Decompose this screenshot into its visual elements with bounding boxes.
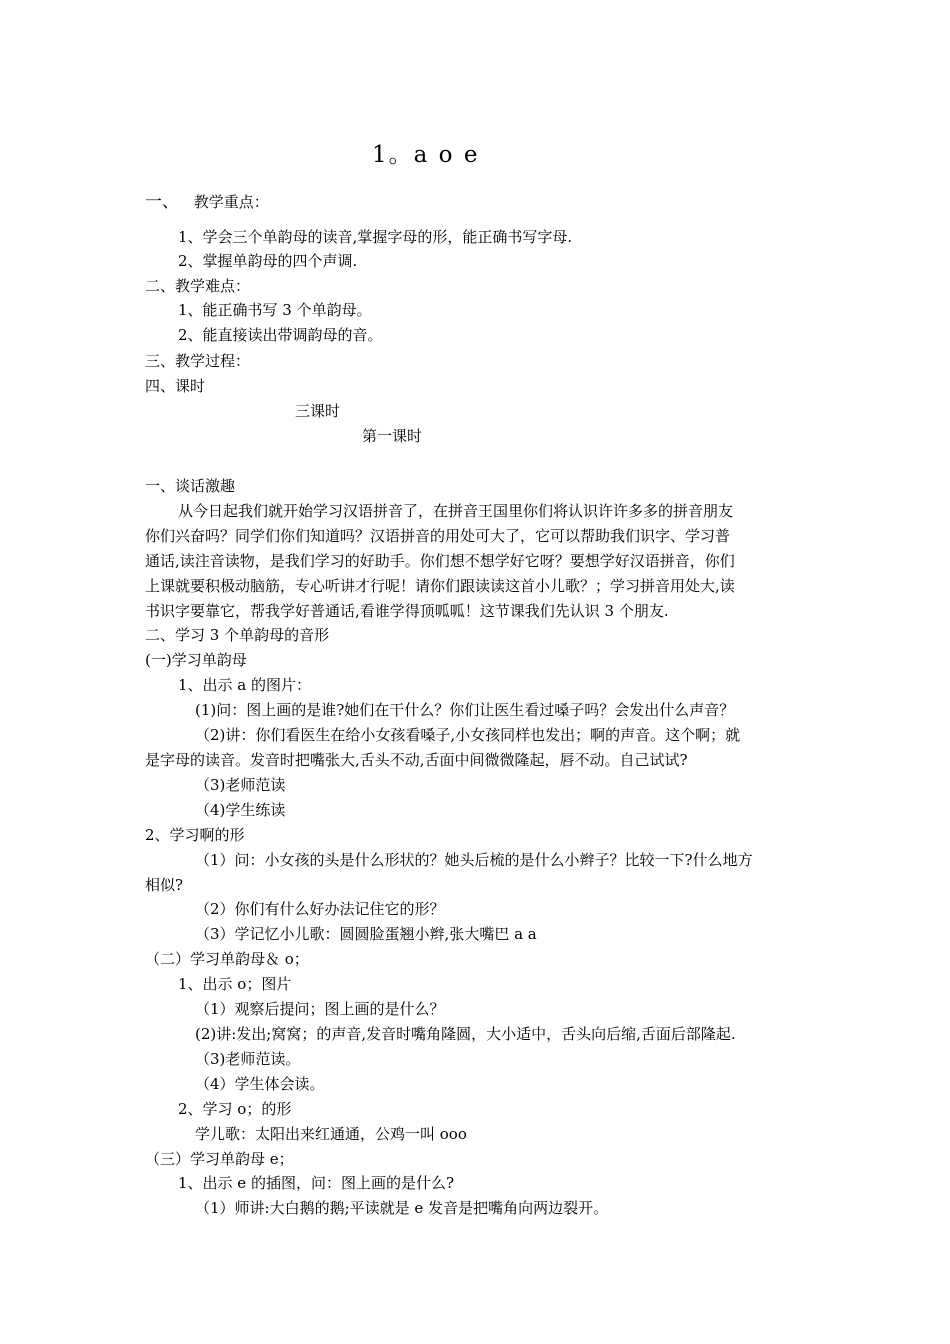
step-a-2: 2、学习啊的形 [145,826,245,844]
step-o-2: 2、学习 o；的形 [178,1100,292,1118]
step-a-1-question-2-cont: 是字母的读音。发音时把嘴张大,舌头不动,舌面中间微微隆起，唇不动。自己试试? [145,751,688,769]
step-o-1: 1、出示 o；图片 [178,975,292,993]
key-point-1: 1、学会三个单韵母的读音,掌握字母的形，能正确书写字母. [178,228,573,246]
first-lesson-heading: 第一课时 [362,427,423,445]
step-o-1-question-2: (2)讲:发出;窝窝；的声音,发音时嘴角隆圆，大小适中，舌头向后缩,舌面后部隆起. [195,1025,736,1043]
part-1-heading: 一、谈话激趣 [145,477,236,495]
step-o-1-item-4: （4）学生体会读。 [195,1075,325,1093]
step-e-1: 1、出示 e 的插图，问：图上画的是什么? [178,1174,455,1192]
section-3-heading: 三、教学过程： [145,352,251,370]
step-a-1-item-3: （3)老师范读 [195,776,286,794]
step-a-2-question-2: （2）你们有什么好办法记住它的形？ [195,900,445,918]
subsection-2-heading: （二）学习单韵母＆ o； [145,950,309,968]
intro-paragraph-line: 从今日起我们就开始学习汉语拼音了，在拼音王国里你们将认识许许多多的拼音朋友 [178,502,734,520]
intro-paragraph-line: 上课就要积极动脑筋，专心听讲才行呢！请你们跟读读这首小儿歌？；学习拼音用处大,读 [145,577,735,595]
document-title: 1。a o e [372,142,480,168]
step-o-1-item-3: （3)老师范读。 [195,1050,301,1068]
step-e-1-question-1: （1）师讲:大白鹅的鹅;平读就是 e 发音是把嘴角向两边裂开。 [195,1199,609,1217]
step-a-1-question-1: (1)问：图上画的是谁?她们在干什么？你们让医生看过嗓子吗？会发出什么声音？ [195,701,735,719]
difficulty-1: 1、能正确书写 3 个单韵母。 [178,301,372,319]
step-a-2-question-1-cont: 相似? [145,876,184,894]
intro-paragraph-line: 通话,读注音读物，是我们学习的好助手。你们想不想学好它呀？要想学好汉语拼音，你们 [145,552,735,570]
intro-paragraph-line: 你们兴奋吗？同学们你们知道吗？汉语拼音的用处可大了，它可以帮助我们识字、学习普 [145,527,731,545]
section-1-title: 教学重点： [193,193,269,211]
section-1-number: 一、 [145,192,179,212]
step-a-2-question-1: （1）问：小女孩的头是什么形状的？她头后梳的是什么小辫子？比较一下?什么地方 [195,851,753,869]
step-a-2-question-3: （3）学记忆小儿歌：圆圆脸蛋翘小辫,张大嘴巴 a a [195,925,537,943]
difficulty-2: 2、能直接读出带调韵母的音。 [178,326,383,344]
subsection-3-heading: （三）学习单韵母 e； [145,1150,294,1168]
step-a-1-question-2: （2)讲：你们看医生在给小女孩看嗓子,小女孩同样也发出；啊的声音。这个啊；就 [195,726,741,744]
intro-paragraph-line: 书识字要靠它，帮我学好普通话,看谁学得顶呱呱！这节课我们先认识 3 个朋友. [145,602,669,620]
section-2-heading: 二、教学难点： [145,277,251,295]
subsection-1-heading: (一)学习单韵母 [145,651,247,669]
section-1-heading [145,192,269,212]
step-a-1: 1、出示 a 的图片： [178,676,312,694]
step-a-1-item-4: （4)学生练读 [195,801,286,819]
step-o-1-question-1: （1）观察后提问；图上画的是什么？ [195,1000,445,1018]
part-2-heading: 二、学习 3 个单韵母的音形 [145,626,330,644]
key-point-2: 2、掌握单韵母的四个声调. [178,252,358,270]
step-o-2-song: 学儿歌：太阳出来红通通，公鸡一叫 ooo [195,1125,467,1143]
lesson-hours: 三课时 [295,402,341,420]
section-4-heading: 四、课时 [145,377,206,395]
